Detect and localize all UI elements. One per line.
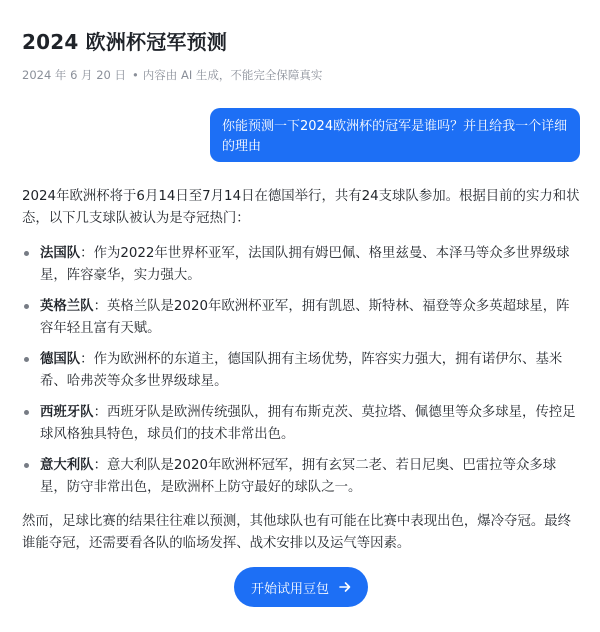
answer-intro: 2024年欧洲杯将于6月14日至7月14日在德国举行，共有24支球队参加。根据目前的实力和状态，以下几支球队被认为是夺冠热门： (22, 189, 580, 226)
list-item (22, 349, 582, 392)
answer-outro: 然而，足球比赛的结果往往难以预测，其他球队也有可能在比赛中表现出色，爆冷夺冠。最终谁能夺冠，还需要看各队的临场发挥、战术安排以及运气等因素。 (22, 514, 572, 551)
team-colon: ： (93, 299, 107, 314)
assistant-answer (22, 186, 582, 554)
team-name: 法国队 (40, 246, 81, 261)
list-item (22, 243, 582, 286)
start-trial-label: 开始试用豆包 (250, 581, 329, 597)
separator-dot: • (132, 68, 139, 82)
ai-disclaimer: 内容由 AI 生成，不能完全保障真实 (142, 68, 323, 82)
team-name: 意大利队 (40, 458, 94, 473)
team-colon: ： (80, 246, 94, 261)
team-colon: ： (93, 458, 107, 473)
team-list (22, 243, 582, 498)
bullet-dot (24, 463, 29, 468)
team-name: 英格兰队 (40, 299, 94, 314)
list-item (22, 455, 582, 498)
date-text: 2024 年 6 月 20 日 (22, 68, 126, 82)
team-description: 作为欧洲杯的东道主，德国队拥有主场优势，阵容实力强大，拥有诺伊尔、基米希、哈弗茨等众多世界级球星。 (40, 352, 563, 389)
user-message-bubble: 你能预测一下2024欧洲杯的冠军是谁吗？并且给我一个详细的理由 (210, 108, 580, 162)
team-description: 英格兰队是2020年欧洲杯亚军，拥有凯恩、斯特林、福登等众多英超球星，阵容年轻且富有天赋。 (40, 299, 570, 336)
team-description: 西班牙队是欧洲传统强队，拥有布斯克茨、莫拉塔、佩德里等众多球星，传控足球风格独具特色，球员们的技术非常出色。 (40, 405, 576, 442)
list-item (22, 402, 582, 445)
team-description: 意大利队是2020年欧洲杯冠军，拥有玄冥二老、若日尼奥、巴雷拉等众多球星，防守非常出色，是欧洲杯上防守最好的球队之一。 (40, 458, 557, 495)
team-colon: ： (80, 352, 94, 367)
list-item (22, 296, 582, 339)
team-name: 西班牙队 (40, 405, 94, 420)
team-description: 作为2022年世界杯亚军，法国队拥有姆巴佩、格里兹曼、本泽马等众多世界级球星，阵容豪华，实力强大。 (40, 246, 570, 283)
bullet-dot (24, 410, 29, 415)
bullet-dot (24, 251, 29, 256)
start-trial-button[interactable] (234, 567, 368, 607)
meta-line (22, 67, 322, 83)
bullet-dot (24, 304, 29, 309)
team-name: 德国队 (40, 352, 81, 367)
bullet-dot (24, 357, 29, 362)
team-colon: ： (93, 405, 107, 420)
page-title: 2024 欧洲杯冠军预测 (22, 30, 228, 54)
arrow-right-icon (339, 581, 351, 593)
